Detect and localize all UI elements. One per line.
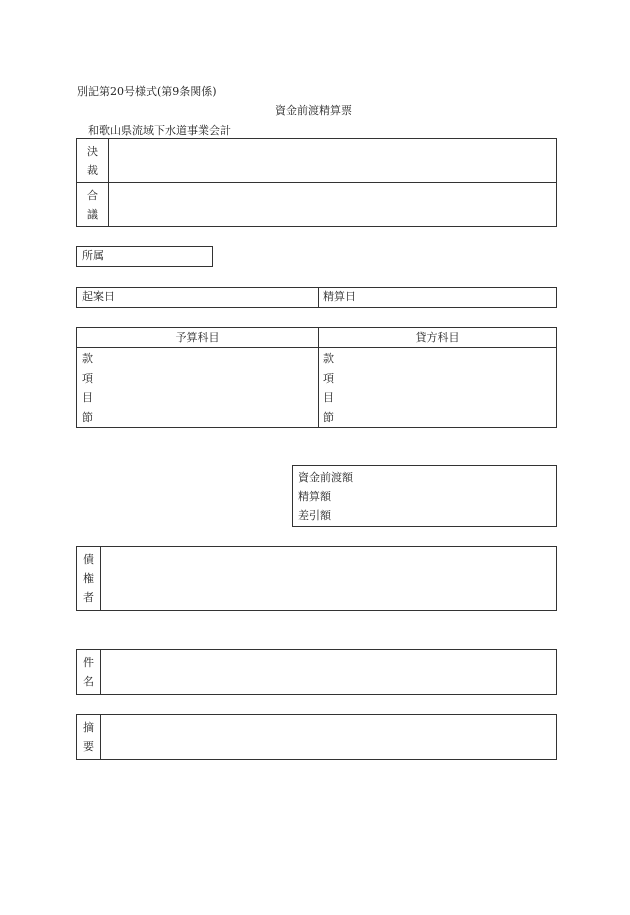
affiliation-box[interactable] xyxy=(76,246,213,267)
budget-header: 予算科目 xyxy=(175,331,220,344)
difference-amount-label: 差引額 xyxy=(298,509,331,522)
creditor-label: 債 権 者 xyxy=(83,553,94,604)
credit-item-moku: 目 xyxy=(323,391,334,404)
credit-item-setsu: 節 xyxy=(323,410,334,424)
form-reference: 別記第20号様式(第9条関係) xyxy=(77,85,217,98)
gougi-field[interactable] xyxy=(109,183,556,226)
summary-label: 摘 要 xyxy=(83,721,94,753)
budget-item-kan: 款 xyxy=(82,352,93,365)
settled-amount-label: 精算額 xyxy=(298,490,331,503)
kessai-label: 決 裁 xyxy=(87,145,98,177)
credit-item-kou: 項 xyxy=(323,371,334,385)
kian-date-field[interactable] xyxy=(122,288,317,307)
credit-items-field[interactable] xyxy=(340,348,556,427)
summary-box xyxy=(76,714,557,760)
seisan-date-label: 精算日 xyxy=(323,290,356,303)
kian-date-label: 起案日 xyxy=(82,290,115,303)
form-title: 資金前渡精算票 xyxy=(275,104,352,117)
budget-item-kou: 項 xyxy=(82,371,93,385)
credit-header: 貸方科目 xyxy=(415,331,460,344)
dates-divider xyxy=(318,288,319,307)
gougi-label: 合 議 xyxy=(87,189,98,221)
amounts-box[interactable] xyxy=(292,465,557,527)
summary-field[interactable] xyxy=(101,715,556,759)
dates-box xyxy=(76,287,557,308)
seisan-date-field[interactable] xyxy=(363,288,556,307)
credit-item-kan: 款 xyxy=(323,352,334,365)
budget-items-field[interactable] xyxy=(99,348,317,427)
accounts-table xyxy=(76,327,557,428)
subject-box xyxy=(76,649,557,695)
budget-item-setsu: 節 xyxy=(82,410,93,424)
advance-amount-label: 資金前渡額 xyxy=(298,471,353,484)
approval-box xyxy=(76,138,557,227)
subject-field[interactable] xyxy=(101,650,556,694)
budget-item-moku: 目 xyxy=(82,391,93,404)
kessai-field[interactable] xyxy=(109,139,556,182)
subject-label: 件 名 xyxy=(83,656,94,688)
affiliation-label: 所属 xyxy=(82,249,104,262)
account-name: 和歌山県流域下水道事業会計 xyxy=(88,124,231,137)
creditor-box xyxy=(76,546,557,611)
creditor-field[interactable] xyxy=(101,547,556,610)
